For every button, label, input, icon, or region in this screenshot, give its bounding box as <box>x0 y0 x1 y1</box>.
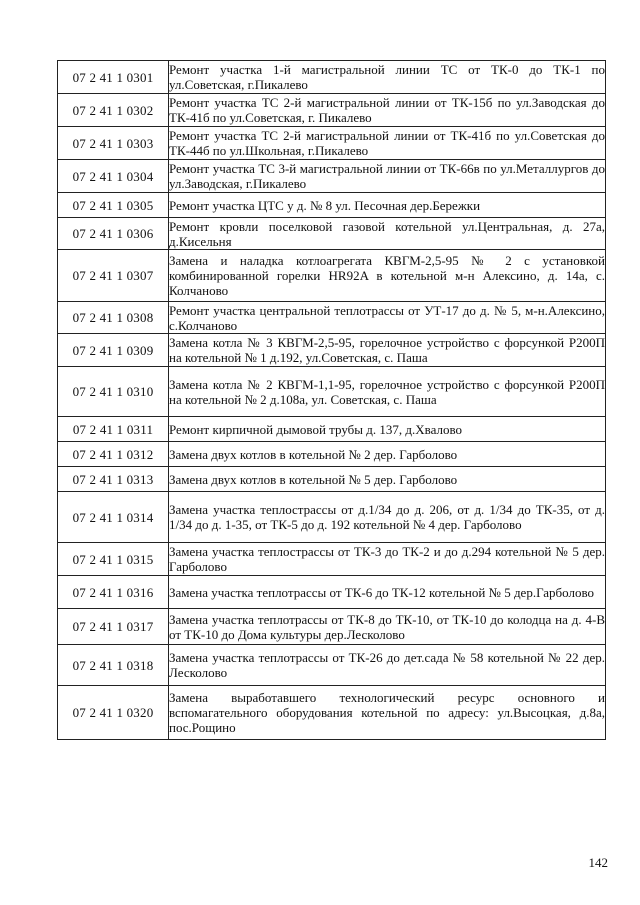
row-code: 07 2 41 1 0302 <box>58 94 169 127</box>
row-code: 07 2 41 1 0306 <box>58 218 169 250</box>
row-code: 07 2 41 1 0316 <box>58 576 169 609</box>
row-code: 07 2 41 1 0317 <box>58 609 169 645</box>
row-description: Ремонт кирпичной дымовой трубы д. 137, д.Хвалово <box>169 417 606 442</box>
row-description: Замена котла № 2 КВГМ-1,1-95, горелочное устройство с форсункой Р200П на котельной № 2 д.108а, ул. Советская, с. Паша <box>169 367 606 417</box>
table-row <box>58 250 606 302</box>
table-row <box>58 543 606 576</box>
table-row <box>58 127 606 160</box>
row-code: 07 2 41 1 0312 <box>58 442 169 467</box>
table-row <box>58 686 606 740</box>
row-code: 07 2 41 1 0308 <box>58 302 169 334</box>
budget-code-table <box>57 60 606 740</box>
row-description: Замена участка теплострассы от ТК-3 до ТК-2 и до д.294 котельной № 5 дер. Гарболово <box>169 544 605 574</box>
table-row <box>58 609 606 645</box>
row-description: Замена участка теплотрассы от ТК-8 до ТК-10, от ТК-10 до колодца на д. 4-В от ТК-10 до Дома культуры дер.Лесколово <box>169 609 606 645</box>
row-description: Ремонт кровли поселковой газовой котельной ул.Центральная, д. 27а, д.Кисельня <box>169 218 605 249</box>
table-row <box>58 334 606 367</box>
table-row <box>58 645 606 686</box>
row-description: Ремонт участка ТС 3-й магистральной линии от ТК-66в по ул.Металлургов до ул.Заводская, г.Пикалево <box>169 161 605 191</box>
row-description: Замена двух котлов в котельной № 5 дер. Гарболово <box>169 467 606 492</box>
table-row <box>58 576 606 609</box>
row-description: Замена котла № 3 КВГМ-2,5-95, горелочное устройство с форсункой Р200П на котельной № 1 д.192, ул.Советская, с. Паша <box>169 335 605 365</box>
table-row <box>58 218 606 250</box>
row-code: 07 2 41 1 0315 <box>58 543 169 576</box>
table-row <box>58 467 606 492</box>
table-row <box>58 302 606 334</box>
row-description: Ремонт участка 1-й магистральной линии ТС от ТК-0 до ТК-1 по ул.Советская, г.Пикалево <box>169 62 605 92</box>
row-description: Ремонт участка центральной теплотрассы от УТ-17 до д. № 5, м-н.Алексино, с.Колчаново <box>169 302 605 333</box>
row-code: 07 2 41 1 0301 <box>58 61 169 94</box>
row-code: 07 2 41 1 0313 <box>58 467 169 492</box>
row-code: 07 2 41 1 0310 <box>58 367 169 417</box>
page-number: 142 <box>588 855 608 870</box>
row-code: 07 2 41 1 0320 <box>58 686 169 740</box>
row-description: Замена двух котлов в котельной № 2 дер. Гарболово <box>169 442 606 467</box>
row-code: 07 2 41 1 0311 <box>58 417 169 442</box>
table-row <box>58 492 606 543</box>
table-row <box>58 417 606 442</box>
row-code: 07 2 41 1 0318 <box>58 645 169 686</box>
row-description: Ремонт участка ТС 2-й магистральной линии от ТК-15б по ул.Заводская до ТК-41б по ул.Советская, г. Пикалево <box>169 95 605 125</box>
row-code: 07 2 41 1 0314 <box>58 492 169 543</box>
table-row <box>58 160 606 193</box>
table-body <box>58 61 606 740</box>
row-code: 07 2 41 1 0304 <box>58 160 169 193</box>
table-row <box>58 61 606 94</box>
row-description: Замена выработавшего технологический ресурс основного и вспомагательного оборудования котельной по адресу: ул.Высоцкая, д.8а, пос.Рощино <box>169 686 606 740</box>
row-code: 07 2 41 1 0307 <box>58 250 169 302</box>
row-code: 07 2 41 1 0303 <box>58 127 169 160</box>
row-description: Замена и наладка котлоагрегата КВГМ-2,5-95 № 2 с установкой комбинированной горелки HR92A в котельной м-н Алексино, д. 14а, с. Колчаново <box>169 250 606 302</box>
row-description: Замена участка теплотрассы от ТК-26 до дет.сада № 58 котельной № 22 дер. Лесколово <box>169 645 606 686</box>
table-row <box>58 442 606 467</box>
table-row <box>58 367 606 417</box>
row-description: Замена участка теплострассы от д.1/34 до д. 206, от д. 1/34 до ТК-35, от д. 1/34 до д. 1-35, от ТК-5 до д. 192 котельной № 4 дер. Гарболово <box>169 492 606 543</box>
row-code: 07 2 41 1 0309 <box>58 334 169 367</box>
row-code: 07 2 41 1 0305 <box>58 193 169 218</box>
row-description: Ремонт участка ЦТС у д. № 8 ул. Песочная дер.Бережки <box>169 193 606 218</box>
row-description: Ремонт участка ТС 2-й магистральной линии от ТК-41б по ул.Советская до ТК-44б по ул.Школьная, г.Пикалево <box>169 128 605 158</box>
table-row <box>58 193 606 218</box>
table-row <box>58 94 606 127</box>
row-description: Замена участка теплотрассы от ТК-6 до ТК-12 котельной № 5 дер.Гарболово <box>169 576 606 609</box>
